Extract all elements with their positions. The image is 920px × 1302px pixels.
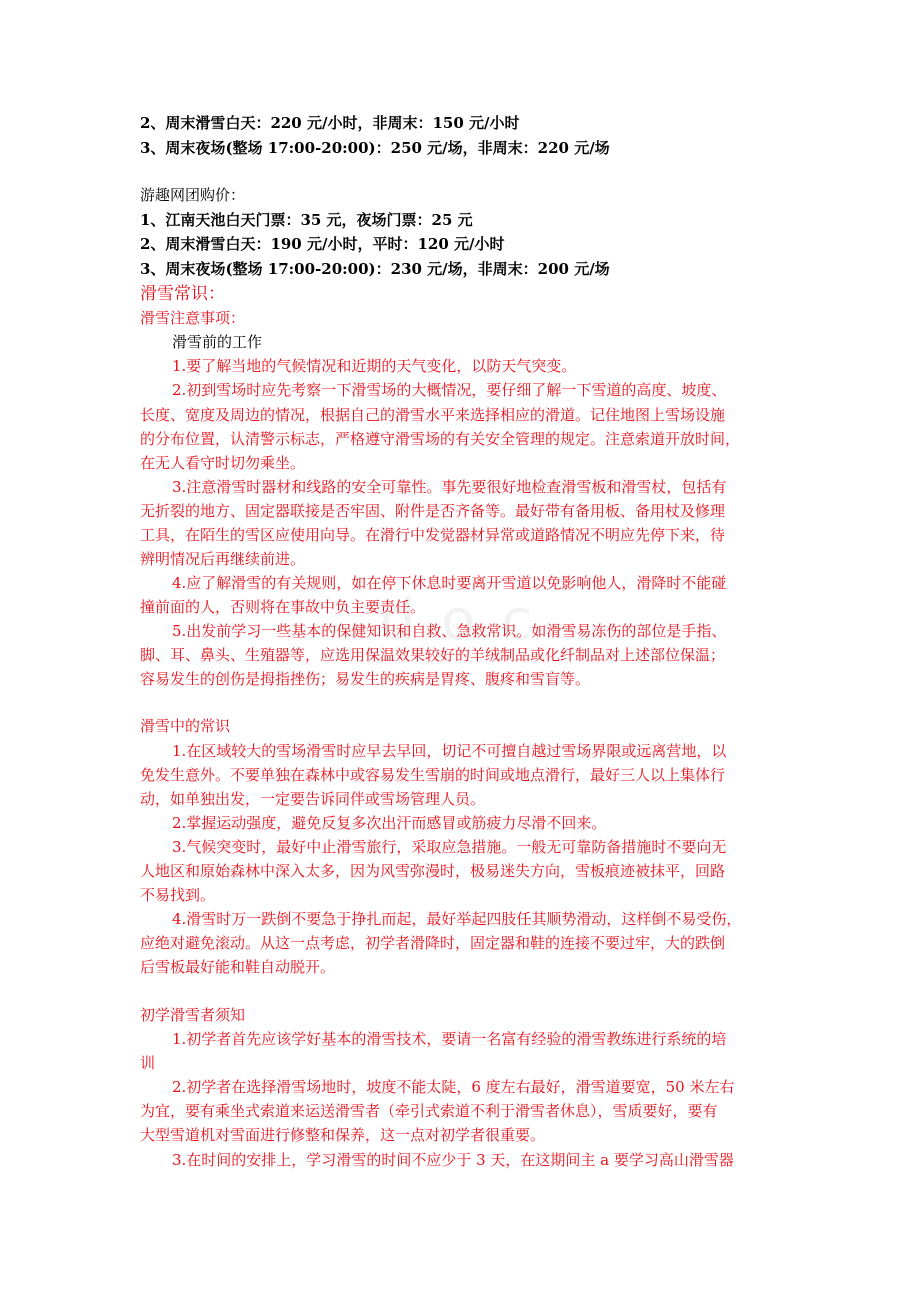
before-line: 的分布位置，认清警示标志，严格遵守滑雪场的有关安全管理的规定。注意索道开放时间，: [140, 430, 741, 448]
beginner-heading: 初学滑雪者须知: [140, 1006, 246, 1024]
beginner-line: 1.初学者首先应该学好基本的滑雪技术，要请一名富有经验的滑雪教练进行系统的培: [172, 1030, 727, 1048]
group-price-line-3: 3、周末夜场(整场 17:00-20:00)：230 元/场，非周末：200 元/场: [140, 260, 610, 278]
before-line: 在无人看守时切勿乘坐。: [140, 454, 306, 472]
before-line: 5.出发前学习一些基本的保健知识和自救、急救常识。如滑雪易冻伤的部位是手指、: [172, 622, 727, 640]
during-line: 4.滑雪时万一跌倒不要急于挣扎而起，最好举起四肢任其顺势滑动，这样倒不易受伤，: [172, 910, 742, 928]
beginner-line: 3.在时间的安排上，学习滑雪的时间不应少于 3 天，在这期间主 a 要学习高山滑雪器: [172, 1151, 734, 1169]
before-line: 4.应了解滑雪的有关规则，如在停下休息时要离开雪道以免影响他人，滑降时不能碰: [172, 574, 727, 592]
during-line: 3.气候突变时，最好中止滑雪旅行，采取应急措施。一般无可靠防备措施时不要向无: [172, 838, 727, 856]
beginner-line: 大型雪道机对雪面进行修整和保养，这一点对初学者很重要。: [140, 1126, 546, 1144]
before-line: 容易发生的创伤是拇指挫伤；易发生的疾病是胃疼、腹疼和雪盲等。: [140, 670, 591, 688]
during-line: 动，如单独出发，一定要告诉同伴或雪场管理人员。: [140, 790, 486, 808]
before-line: 工具，在陌生的雪区应使用向导。在滑行中发觉器材异常或道路情况不明应先停下来，待: [140, 526, 726, 544]
beginner-line: 2.初学者在选择滑雪场地时，坡度不能太陡，6 度左右最好，滑雪道要宽，50 米左右: [172, 1078, 735, 1096]
watermark: d o c: [380, 588, 537, 653]
during-line: 免发生意外。不要单独在森林中或容易发生雪崩的时间或地点滑行，最好三人以上集体行: [140, 766, 726, 784]
knowledge-subtitle: 滑雪注意事项：: [140, 309, 246, 327]
before-line: 3.注意滑雪时器材和线路的安全可靠性。事先要很好地检查滑雪板和滑雪杖，包括有: [172, 478, 727, 496]
before-line: 1.要了解当地的气候情况和近期的天气变化，以防天气突变。: [172, 357, 577, 375]
beginner-line: 为宜，要有乘坐式索道来运送滑雪者（牵引式索道不利于滑雪者休息），雪质要好，要有: [140, 1102, 718, 1120]
before-line: 辨明情况后再继续前进。: [140, 550, 306, 568]
knowledge-title: 滑雪常识：: [140, 284, 225, 304]
during-line: 人地区和原始森林中深入太多，因为风雪弥漫时，极易迷失方向，雪板痕迹被抹平，回路: [140, 862, 726, 880]
group-price-line-1: 1、江南天池白天门票：35 元，夜场门票：25 元: [140, 211, 473, 229]
during-heading: 滑雪中的常识: [140, 717, 231, 735]
beginner-line: 训: [140, 1054, 156, 1072]
during-line: 2.掌握运动强度，避免反复多次出汗而感冒或筋疲力尽滑不回来。: [172, 814, 607, 832]
before-line: 撞前面的人，否则将在事故中负主要责任。: [140, 598, 426, 616]
during-line: 不易找到。: [140, 886, 216, 904]
before-heading: 滑雪前的工作: [172, 333, 263, 351]
during-line: 1.在区域较大的雪场滑雪时应早去早回，切记不可擅自越过雪场界限或远离营地，以: [172, 742, 727, 760]
retail-price-line-2: 2、周末滑雪白天：220 元/小时，非周末：150 元/小时: [140, 114, 520, 132]
during-line: 应绝对避免滚动。从这一点考虑，初学者滑降时，固定器和鞋的连接不要过牢，大的跌倒: [140, 934, 726, 952]
group-price-line-2: 2、周末滑雪白天：190 元/小时，平时：120 元/小时: [140, 235, 505, 253]
before-line: 脚、耳、鼻头、生殖器等，应选用保温效果较好的羊绒制品或化纤制品对上述部位保温；: [140, 646, 726, 664]
retail-price-line-3: 3、周末夜场(整场 17:00-20:00)：250 元/场，非周末：220 元/场: [140, 139, 610, 157]
group-price-title: 游趣网团购价：: [140, 186, 246, 204]
before-line: 2.初到雪场时应先考察一下滑雪场的大概情况，要仔细了解一下雪道的高度、坡度、: [172, 381, 727, 399]
during-line: 后雪板最好能和鞋自动脱开。: [140, 958, 336, 976]
before-line: 长度、宽度及周边的情况，根据自己的滑雪水平来选择相应的滑道。记住地图上雪场设施: [140, 406, 726, 424]
before-line: 无折裂的地方、固定器联接是否牢固、附件是否齐备等。最好带有备用板、备用杖及修理: [140, 502, 726, 520]
